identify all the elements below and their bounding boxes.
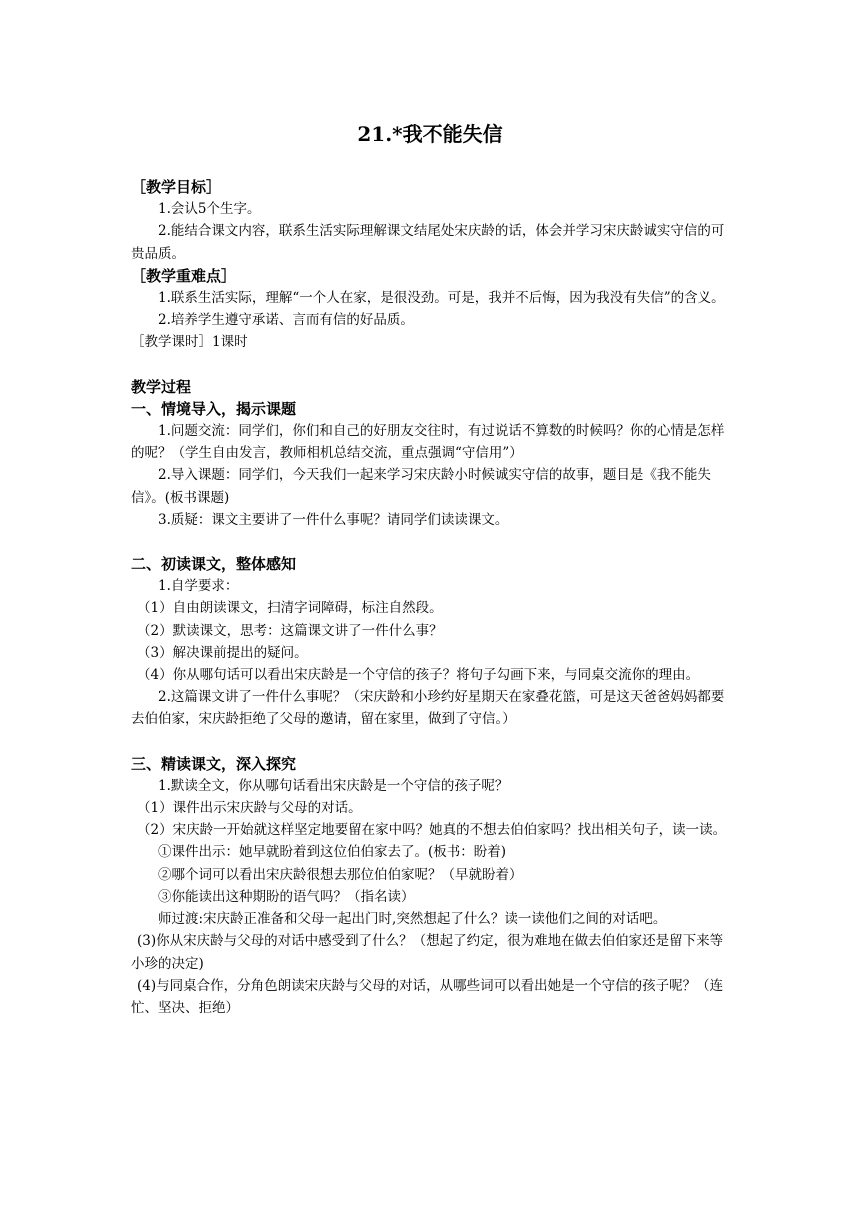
section-heading: 三、精读课文，深入探究 [131,754,297,773]
sub-item: （1）课件出示宋庆龄与父母的对话。 [137,800,362,817]
key-point-item: 2.培养学生遵守承诺、言而有信的好品质。 [158,312,414,329]
section-heading: 二、初读课文，整体感知 [131,555,297,574]
sub-item: (4)与同桌合作，分角色朗读宋庆龄与父母的对话，从哪些词可以看出她是一个守信的孩子呢？（连忙、坚决、拒绝） [131,977,724,1016]
objective-item: 2.能结合课文内容，联系生活实际理解课文结尾处宋庆龄的话，体会并学习宋庆龄诚实守信的可贵品质。 [131,223,725,262]
lesson-title: 21.*我不能失信 [357,122,503,146]
circled-item: ②哪个词可以看出宋庆龄很想去那位伯伯家呢？（早就盼着） [158,866,523,883]
sub-item: （3）解决课前提出的疑问。 [137,644,308,661]
objectives-heading: ［教学目标］ [131,178,222,196]
key-points-heading: ［教学重难点］ [131,266,237,285]
process-heading: 教学过程 [131,377,192,396]
section-heading: 一、情境导入，揭示课题 [131,399,297,418]
sub-item: （2）默读课文，思考：这篇课文讲了一件什么事？ [137,622,443,639]
section-item: 2.这篇课文讲了一件什么事呢？（宋庆龄和小珍约好星期天在家叠花篮，可是这天爸爸妈妈都要去伯伯家，宋庆龄拒绝了父母的邀请，留在家里，做到了守信。） [131,689,725,728]
teacher-transition: 师过渡:宋庆龄正准备和父母一起出门时,突然想起了什么？读一读他们之间的对话吧。 [158,911,667,928]
circled-item: ①课件出示：她早就盼着到这位伯伯家去了。(板书：盼着) [158,844,507,861]
circled-item: ③你能读出这种期盼的语气吗？（指名读） [158,888,415,905]
section-item: 1.问题交流：同学们，你们和自己的好朋友交往时，有过说话不算数的时候吗？你的心情是怎样的呢？（学生自由发言，教师相机总结交流，重点强调“守信用”） [131,423,725,462]
section-item: 3.质疑：课文主要讲了一件什么事呢？请同学们读读课文。 [158,511,509,528]
section-item: 2.导入课题：同学们，今天我们一起来学习宋庆龄小时候诚实守信的故事，题目是《我不能失信》。(板书课题) [131,467,711,506]
section-item: 1.自学要求： [158,578,239,595]
objective-item: 1.会认5个生字。 [158,201,261,218]
key-point-item: 1.联系生活实际，理解“一个人在家，是很没劲。可是，我并不后悔，因为我没有失信”的含义。 [158,290,725,307]
sub-item: （2）宋庆龄一开始就这样坚定地要留在家中吗？她真的不想去伯伯家吗？找出相关句子，读一读。 [137,822,727,839]
lesson-body [131,176,731,1019]
section-item: 1.默读全文，你从哪句话看出宋庆龄是一个守信的孩子呢？ [158,777,509,794]
teaching-hours: ［教学课时］1课时 [131,334,248,351]
sub-item: （1）自由朗读课文，扫清字词障碍，标注自然段。 [137,600,443,617]
sub-item: （4）你从哪句话可以看出宋庆龄是一个守信的孩子？将句子勾画下来，与同桌交流你的理由。 [137,667,700,684]
sub-item: (3)你从宋庆龄与父母的对话中感受到了什么？（想起了约定，很为难地在做去伯伯家还是留下来等小珍的决定) [131,933,724,972]
